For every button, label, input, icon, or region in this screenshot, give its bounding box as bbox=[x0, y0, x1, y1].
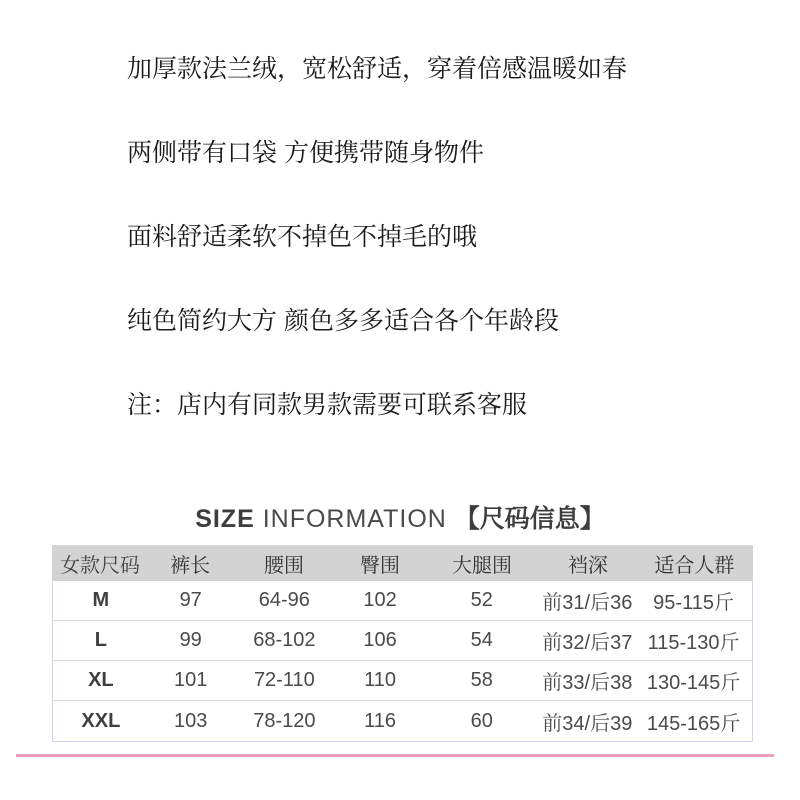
table-cell: 103 bbox=[174, 709, 208, 732]
header-cell-pants-length: 裤长 bbox=[170, 554, 211, 577]
description-line: 面料舒适柔软不掉色不掉毛的哦 bbox=[127, 223, 478, 251]
table-cell: 72-110 bbox=[253, 669, 315, 691]
table-row-l bbox=[53, 621, 752, 661]
table-cell: L bbox=[94, 629, 107, 651]
description-line: 纯色简约大方 颜色多多适合各个年龄段 bbox=[127, 307, 559, 335]
table-cell: 64-96 bbox=[258, 589, 310, 611]
header-cell-crotch-depth: 裆深 bbox=[567, 554, 608, 577]
table-cell: 110 bbox=[364, 669, 397, 691]
header-cell-thigh: 大腿围 bbox=[452, 554, 513, 577]
size-info-title-en: INFORMATION bbox=[254, 505, 455, 533]
table-cell: 前32/后37 bbox=[542, 632, 633, 654]
table-cell: 68-102 bbox=[253, 629, 316, 651]
table-cell: 116 bbox=[364, 709, 397, 732]
table-cell: 58 bbox=[470, 669, 493, 691]
table-row-xxl bbox=[53, 701, 752, 741]
description-line: 注：店内有同款男款需要可联系客服 bbox=[127, 391, 528, 419]
table-cell: M bbox=[92, 589, 110, 611]
description-line: 加厚款法兰绒，宽松舒适，穿着倍感温暖如春 bbox=[127, 55, 628, 83]
table-row-xl bbox=[53, 661, 752, 701]
table-cell: 115-130斤 bbox=[647, 632, 740, 654]
bottom-divider-line bbox=[16, 754, 774, 757]
size-table-body bbox=[52, 581, 753, 742]
table-cell: 97 bbox=[179, 589, 202, 611]
table-cell: XXL bbox=[81, 709, 121, 732]
size-info-title bbox=[0, 506, 800, 532]
header-cell-size: 女款尺码 bbox=[60, 554, 141, 577]
size-table bbox=[52, 545, 753, 742]
table-cell: 130-145斤 bbox=[646, 672, 741, 694]
product-description bbox=[127, 57, 627, 477]
header-cell-hip: 臀围 bbox=[360, 554, 401, 577]
header-cell-waist: 腰围 bbox=[264, 554, 304, 577]
description-line: 两侧带有口袋 方便携带随身物件 bbox=[127, 139, 484, 167]
size-table-header-row bbox=[52, 545, 753, 581]
table-cell: 78-120 bbox=[253, 709, 316, 732]
table-row-m bbox=[53, 581, 752, 621]
size-info-title-cn: 【尺码信息】 bbox=[454, 505, 605, 533]
table-cell: 106 bbox=[363, 629, 397, 651]
table-cell: 145-165斤 bbox=[646, 712, 741, 735]
table-cell: 95-115斤 bbox=[653, 592, 734, 614]
table-cell: 前33/后38 bbox=[542, 672, 633, 694]
size-info-title-en-bold: SIZE bbox=[195, 505, 255, 533]
table-cell: 101 bbox=[174, 669, 208, 691]
table-cell: 99 bbox=[179, 629, 202, 651]
table-cell: XL bbox=[88, 669, 114, 691]
table-cell: 52 bbox=[470, 589, 493, 611]
table-cell: 60 bbox=[470, 709, 493, 732]
table-cell: 前34/后39 bbox=[542, 712, 633, 735]
table-cell: 54 bbox=[470, 629, 493, 651]
table-cell: 前31/后36 bbox=[542, 592, 633, 614]
table-cell: 102 bbox=[363, 589, 397, 611]
header-cell-fit-weight: 适合人群 bbox=[654, 554, 735, 577]
